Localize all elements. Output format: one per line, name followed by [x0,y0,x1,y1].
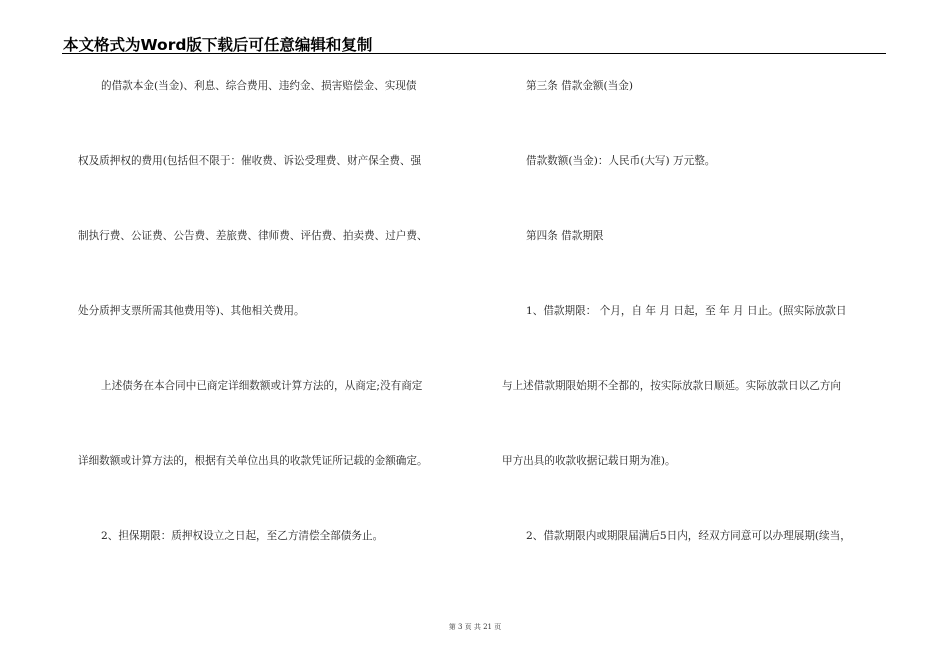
body-text-line: 权及质押权的费用(包括但不限于：催收费、诉讼受理费、财产保全费、强 [78,155,422,167]
body-text-line: 上述债务在本合同中已商定详细数额或计算方法的，从商定;没有商定 [101,380,423,392]
page-header-title: 本文格式为Word版下载后可任意编辑和复制 [63,36,373,54]
body-text-line: 甲方出具的收款收据记载日期为准)。 [502,455,676,467]
body-text-line: 借款数额(当金)：人民币(大写) 万元整。 [526,155,716,167]
page-number-footer: 第 3 页 共 21 页 [448,623,502,631]
body-text-line: 1、借款期限： 个月，自 年 月 日起，至 年 月 日止。(照实际放款日 [526,305,847,317]
body-text-line: 与上述借款期限始期不全都的，按实际放款日顺延。实际放款日以乙方向 [502,380,841,392]
body-text-line: 详细数额或计算方法的，根据有关单位出具的收款凭证所记载的金额确定。 [78,455,428,467]
body-text-line: 2、借款期限内或期限届满后5日内，经双方同意可以办理展期(续当， [526,530,851,542]
article-heading: 第四条 借款期限 [526,230,604,242]
body-text-line: 处分质押支票所需其他费用等)、其他相关费用。 [78,305,305,317]
article-heading: 第三条 借款金额(当金) [526,80,633,92]
body-text-line: 的借款本金(当金)、利息、综合费用、违约金、损害赔偿金、实现债 [101,80,417,92]
header-rule [62,53,886,54]
body-text-line: 制执行费、公证费、公告费、差旅费、律师费、评估费、拍卖费、过户费、 [78,230,428,242]
body-text-line: 2、担保期限：质押权设立之日起，至乙方清偿全部债务止。 [101,530,384,542]
